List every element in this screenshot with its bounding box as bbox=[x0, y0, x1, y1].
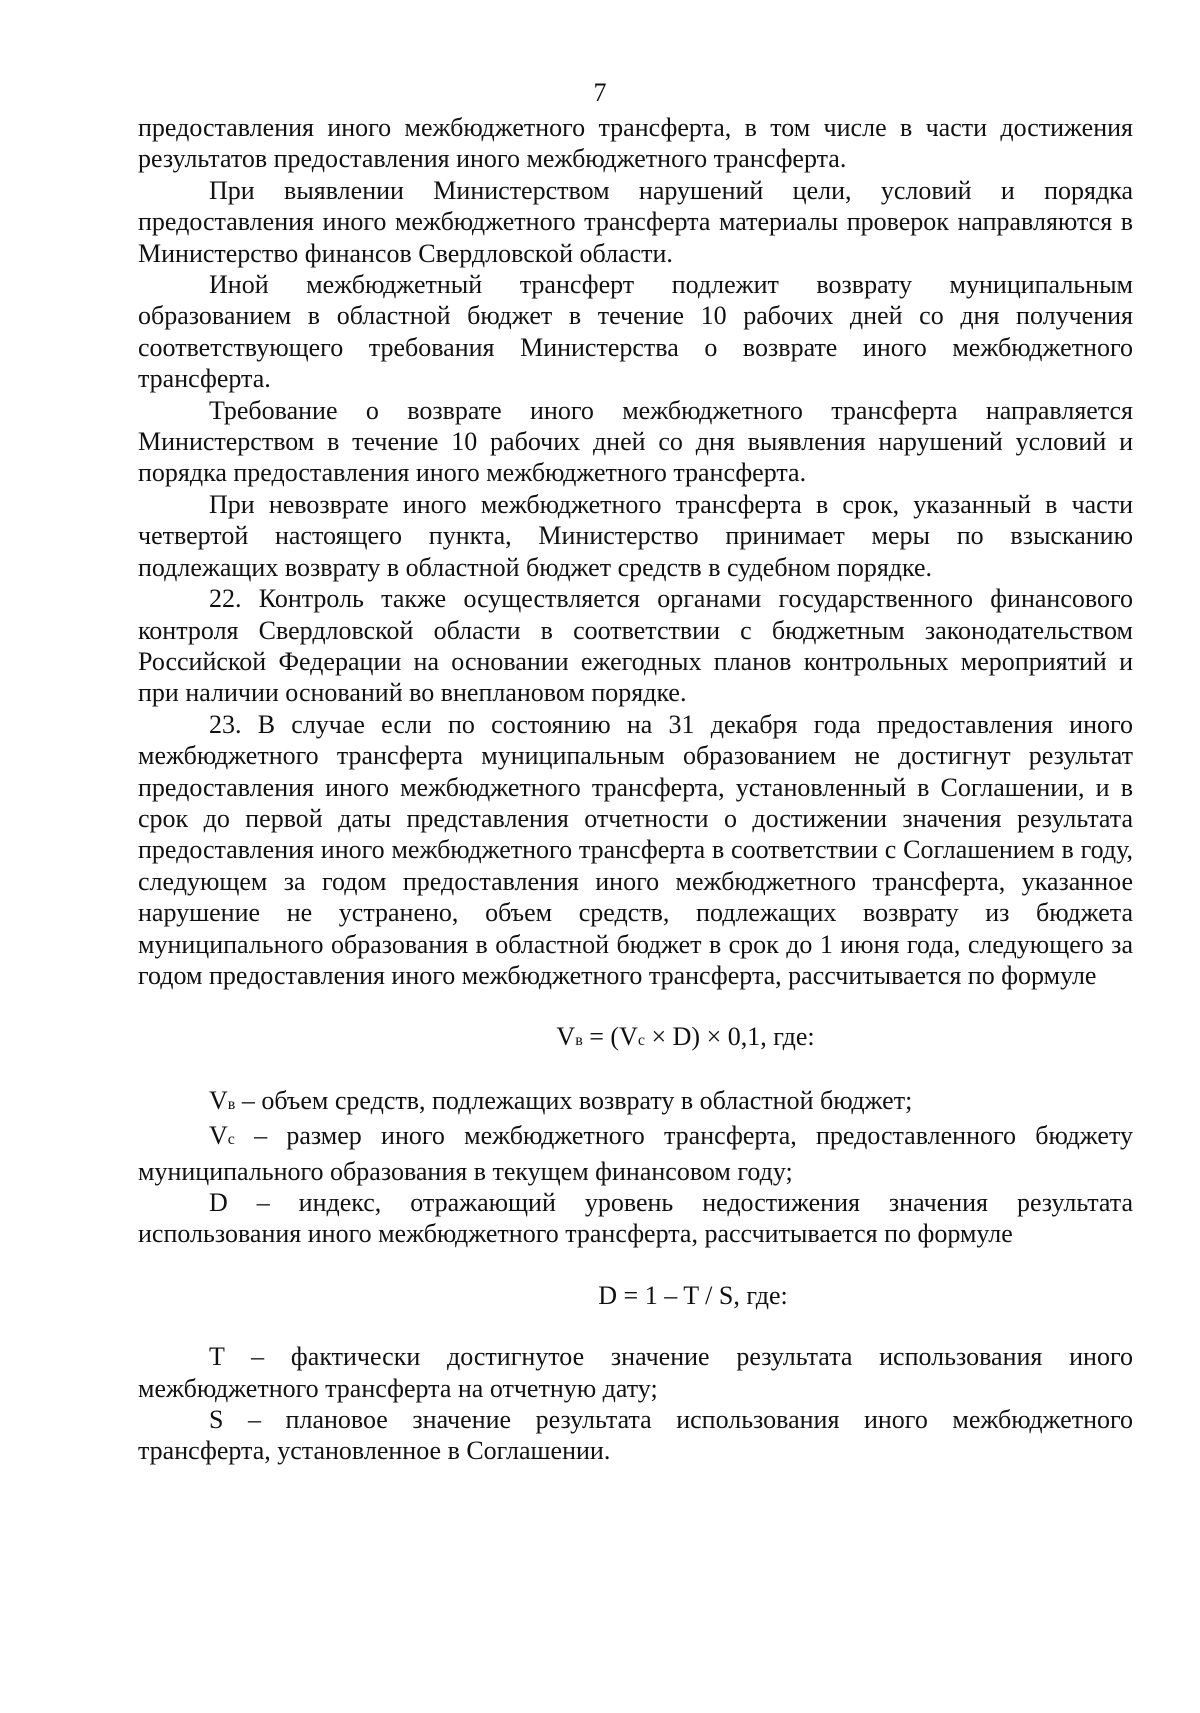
paragraph-clause-23: 23. В случае если по состоянию на 31 декабря года предоставления иного межбюджетного трансферта муниципальным образованием не достигнут результат предоставления иного межбюджетного трансферта, установленный в Соглашении, и в срок до первой даты представления отчетности о достижении значения результата предоставления иного межбюджетного трансферта в соответствии с Соглашением в году, следующем за годом предоставления иного межбюджетного трансферта, указанное нарушение не устранено, объем средств, подлежащих возврату из бюджета муниципального образования в областной бюджет в срок до 1 июня года, следующего за годом предоставления иного межбюджетного трансферта, рассчитывается по формуле bbox=[138, 709, 1133, 990]
page-number: 7 bbox=[593, 78, 607, 107]
paragraph-return-requirement: Требование о возврате иного межбюджетного трансферта направляется Министерством в течение 10 рабочих дней со дня выявления нарушений условий и порядка предоставления иного межбюджетного трансферта. bbox=[138, 395, 1133, 488]
formula-return-volume: Vв = (Vс × D) × 0,1, где: bbox=[556, 1022, 815, 1052]
document-body bbox=[138, 112, 1133, 1467]
definition-vb: Vв – объем средств, подлежащих возврату в областной бюджет; bbox=[209, 1085, 913, 1115]
paragraph-return-obligation: Иной межбюджетный трансферт подлежит возврату муниципальным образованием в областной бюджет в течение 10 рабочих дней со дня получения соответствующего требования Министерства о возврате иного межбюджетного трансферта. bbox=[138, 270, 1133, 394]
definition-d: D – индекс, отражающий уровень недостижения значения результата использования иного межбюджетного трансферта, рассчитывается по формуле bbox=[138, 1188, 1133, 1249]
definition-s: S – плановое значение результата использования иного межбюджетного трансферта, установленное в Соглашении. bbox=[138, 1405, 1133, 1466]
paragraph-non-return: При невозврате иного межбюджетного трансферта в срок, указанный в части четвертой настоящего пункта, Министерство принимает меры по взысканию подлежащих возврату в областной бюджет средств в судебном порядке. bbox=[138, 489, 1133, 582]
paragraph-violation-materials: При выявлении Министерством нарушений цели, условий и порядка предоставления иного межбюджетного трансферта материалы проверок направляются в Министерство финансов Свердловской области. bbox=[138, 175, 1133, 268]
paragraph-continuation: предоставления иного межбюджетного трансферта, в том числе в части достижения результатов предоставления иного межбюджетного трансферта. bbox=[138, 113, 1133, 174]
definition-t: T – фактически достигнутое значение результата использования иного межбюджетного трансферта на отчетную дату; bbox=[138, 1342, 1133, 1403]
paragraph-clause-22: 22. Контроль также осуществляется органами государственного финансового контроля Свердловской области в соответствии с бюджетным законодательством Российской Федерации на основании ежегодных планов контрольных мероприятий и при наличии оснований во внеплановом порядке. bbox=[138, 584, 1133, 708]
formula-index-d: D = 1 – T / S, где: bbox=[598, 1280, 788, 1310]
definition-vc: Vс – размер иного межбюджетного трансферта, предоставленного бюджету муниципального образования в текущем финансовом году; bbox=[138, 1121, 1133, 1186]
